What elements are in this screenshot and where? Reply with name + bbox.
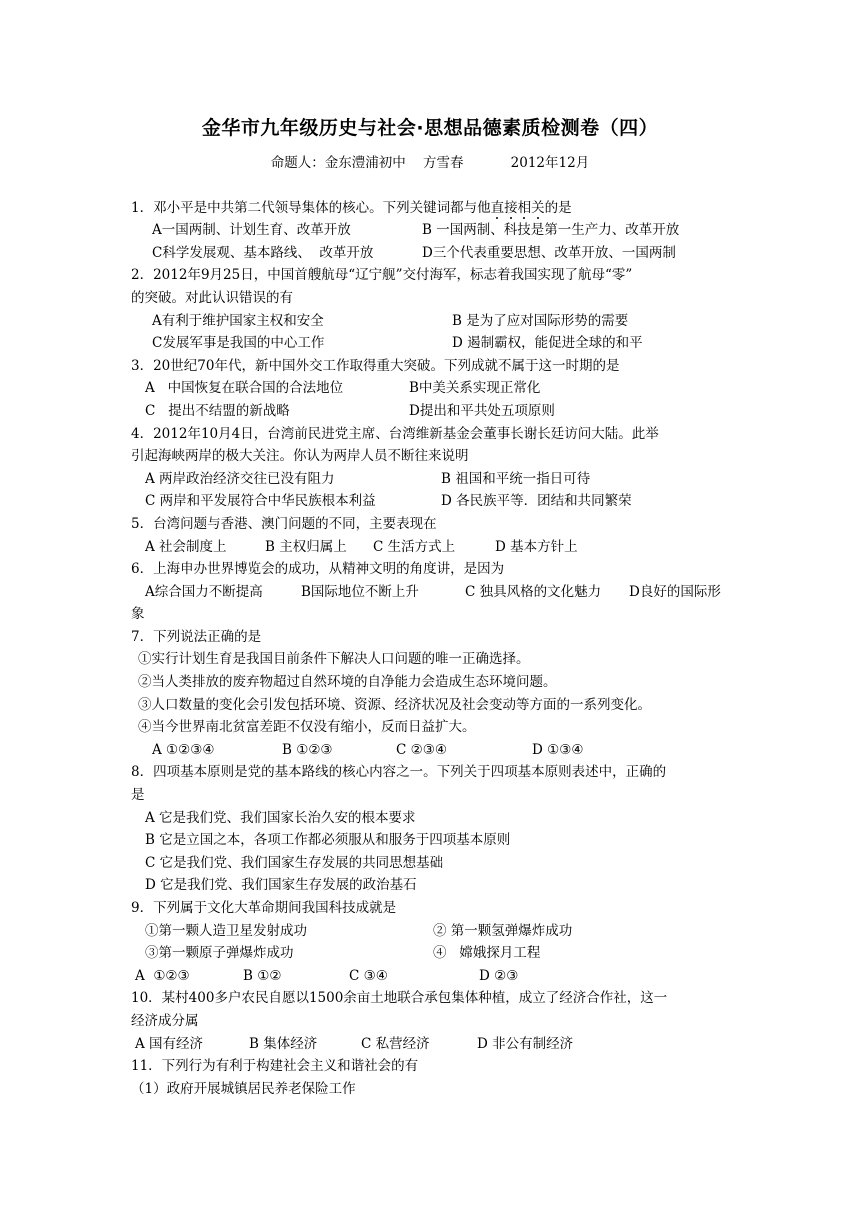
option-a: A ①②③④ <box>152 741 215 758</box>
question-3-stem: 3．20世纪70年代，新中国外交工作取得重大突破。下列成就不属于这一时期的是 <box>131 357 620 374</box>
option-c: C ③④ <box>349 967 388 984</box>
option-c: C发展军事是我国的中心工作 <box>152 335 325 352</box>
statement-3: ③人口数量的变化会引发包括环境、资源、经济状况及社会变动等方面的一系列变化。 <box>138 696 651 713</box>
question-10-stem-cont: 经济成分属 <box>131 1012 199 1029</box>
option-a: A 两岸政治经济交往已没有阻力 <box>145 470 335 487</box>
option-a: A有利于维护国家主权和安全 <box>152 312 324 329</box>
option-b: B 祖国和平统一指日可待 <box>441 470 591 487</box>
statement-2: ② 第一颗氢弹爆炸成功 <box>433 922 573 939</box>
statement-1: ①实行计划生育是我国目前条件下解决人口问题的唯一正确选择。 <box>138 651 530 668</box>
option-b: B国际地位不断上升 <box>301 583 419 600</box>
statement-4: ④当今世界南北贫富差距不仅没有缩小，反而日益扩大。 <box>138 719 476 736</box>
question-9-statements-row1 <box>131 920 735 943</box>
statement-4: ④ 嫦娥探月工程 <box>433 945 541 962</box>
question-2-stem-cont: 的突破。对此认识错误的有 <box>131 289 293 306</box>
option-d: D提出和平共处五项原则 <box>409 402 555 419</box>
exam-title: 金华市九年级历史与社会·思想品德素质检测卷（四） <box>201 117 659 139</box>
option-b: B ①② <box>243 967 282 984</box>
statement-3: ③第一颗原子弹爆炸成功 <box>145 945 294 962</box>
question-text: 1．邓小平是中共第二代领导集体的核心。下列关键词都与他 <box>131 199 491 216</box>
question-2-stem: 2．2012年9月25日，中国首艘航母“辽宁舰”交付海军，标志着我国实现了航母“零” <box>131 267 633 284</box>
option-d: D 非公有制经济 <box>477 1035 574 1052</box>
option-a: A 国有经济 <box>135 1035 204 1052</box>
question-5-options <box>131 536 735 559</box>
option-d: D三个代表重要思想、改革开放、一国两制 <box>422 244 676 261</box>
option-b: B 它是立国之本，各项工作都必须服从和服务于四项基本原则 <box>145 832 511 849</box>
question-text: 的是 <box>544 199 572 216</box>
option-a: A综合国力不断提高 <box>145 583 263 600</box>
statement-1: ①第一颗人造卫星发射成功 <box>145 922 307 939</box>
option-d: D ①③④ <box>532 741 584 758</box>
question-4-stem-cont: 引起海峡两岸的极大关注。你认为两岸人员不断往来说明 <box>131 448 469 465</box>
question-1-stem <box>131 197 735 220</box>
question-10-options <box>131 1033 735 1056</box>
option-b: B 集体经济 <box>249 1035 318 1052</box>
emphasis-char: 关 <box>531 199 545 216</box>
option-b: B ①②③ <box>282 741 333 758</box>
question-9-stem: 9．下列属于文化大革命期间我国科技成就是 <box>131 900 397 916</box>
emphasis-char: 接 <box>504 199 518 216</box>
emphasis-char: 相 <box>517 199 532 216</box>
option-a: A 它是我们党、我们国家长治久安的根本要求 <box>145 809 416 826</box>
question-3-options-row1 <box>131 377 735 400</box>
exam-subtitle: 命题人：金东澧浦初中 方雪春 2012年12月 <box>270 155 590 171</box>
question-4-options-row2 <box>131 490 735 513</box>
question-6-options <box>131 581 735 604</box>
question-1-options-row2 <box>131 242 735 265</box>
question-4-stem: 4．2012年10月4日，台湾前民进党主席、台湾维新基金会董事长谢长廷访问大陆。此举 <box>131 425 659 442</box>
question-7-options <box>131 739 735 762</box>
question-4-options-row1 <box>131 468 735 491</box>
option-c: C ②③④ <box>396 741 447 758</box>
statement-1: （1）政府开展城镇居民养老保险工作 <box>131 1080 356 1097</box>
question-1-options-row1 <box>131 219 735 242</box>
option-c: C 私营经济 <box>361 1035 430 1052</box>
option-c: C 生活方式上 <box>373 538 456 555</box>
option-a: A 中国恢复在联合国的合法地位 <box>145 380 344 397</box>
option-d: D 它是我们党、我们国家生存发展的政治基石 <box>145 877 417 894</box>
emphasis-char: 直 <box>490 199 505 216</box>
option-c: C科学发展观、基本路线、 改革开放 <box>152 244 374 261</box>
option-a: A 社会制度上 <box>145 538 227 555</box>
option-d: D ②③ <box>479 967 519 984</box>
option-d: D 基本方针上 <box>495 538 578 555</box>
question-9-statements-row2 <box>131 942 735 965</box>
option-b: B 一国两制、科技是第一生产力、改革开放 <box>422 222 680 239</box>
option-c: C 两岸和平发展符合中华民族根本利益 <box>145 493 376 510</box>
question-11-stem: 11．下列行为有利于构建社会主义和谐社会的有 <box>131 1058 419 1075</box>
option-b: B 主权归属上 <box>265 538 347 555</box>
question-10-stem: 10．某村400多户农民自愿以1500余亩土地联合承包集体种植，成立了经济合作社，这一 <box>131 990 668 1007</box>
option-a: A一国两制、计划生育、改革开放 <box>152 222 351 239</box>
option-b: B中美关系实现正常化 <box>409 380 541 397</box>
option-a: A ①②③ <box>135 967 190 984</box>
question-7-stem: 7．下列说法正确的是 <box>131 628 262 645</box>
option-c: C 提出不结盟的新战略 <box>145 402 290 419</box>
question-5-stem: 5．台湾问题与香港、澳门问题的不同，主要表现在 <box>131 515 437 532</box>
question-6-options-cont: 象 <box>131 606 145 623</box>
option-d: D 遏制霸权，能促进全球的和平 <box>452 335 643 352</box>
question-3-options-row2 <box>131 400 735 423</box>
option-b: B 是为了应对国际形势的需要 <box>452 312 629 329</box>
option-d: D良好的国际形 <box>629 583 721 600</box>
statement-2: ②当人类排放的废弃物超过自然环境的自净能力会造成生态环境问题。 <box>138 674 557 691</box>
question-9-options <box>131 965 735 988</box>
question-list <box>131 174 735 1100</box>
question-2-options-row1 <box>131 310 735 333</box>
option-c: C 独具风格的文化魅力 <box>465 583 602 600</box>
question-6-stem: 6．上海申办世界博览会的成功，从精神文明的角度讲，是因为 <box>131 561 505 578</box>
option-c: C 它是我们党、我们国家生存发展的共同思想基础 <box>145 854 444 871</box>
question-2-options-row2 <box>131 332 735 355</box>
section-heading <box>131 174 735 197</box>
option-d: D 各民族平等．团结和共同繁荣 <box>441 493 632 510</box>
question-8-stem: 8．四项基本原则是党的基本路线的核心内容之一。下列关于四项基本原则表述中，正确的 <box>131 764 667 781</box>
question-8-stem-cont: 是 <box>131 787 145 804</box>
